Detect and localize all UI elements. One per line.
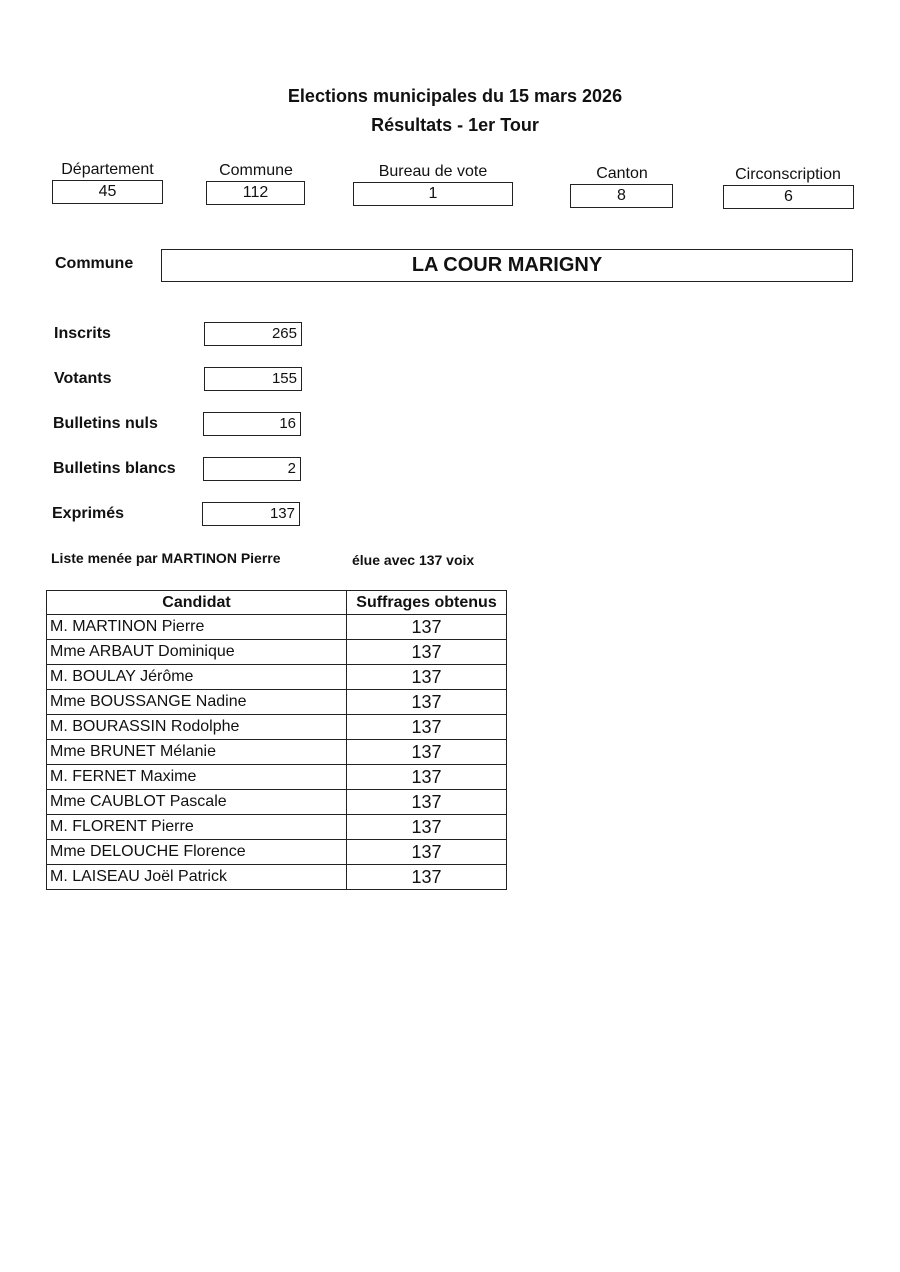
candidate-name: M. BOULAY Jérôme xyxy=(47,665,347,690)
candidate-votes: 137 xyxy=(347,840,507,865)
candidate-name: M. BOURASSIN Rodolphe xyxy=(47,715,347,740)
candidate-name: Mme ARBAUT Dominique xyxy=(47,640,347,665)
bulletins-nuls-value: 16 xyxy=(203,412,301,436)
candidate-votes: 137 xyxy=(347,790,507,815)
canton-label: Canton xyxy=(596,165,648,182)
votants-value: 155 xyxy=(204,367,302,391)
candidate-name: M. MARTINON Pierre xyxy=(47,615,347,640)
exprimes-label: Exprimés xyxy=(52,505,125,522)
candidate-votes: 137 xyxy=(347,690,507,715)
candidate-votes: 137 xyxy=(347,740,507,765)
candidate-votes: 137 xyxy=(347,815,507,840)
list-elected-text: élue avec 137 voix xyxy=(352,552,475,568)
candidate-votes: 137 xyxy=(347,640,507,665)
table-row xyxy=(47,715,507,740)
table-row xyxy=(47,615,507,640)
results-table xyxy=(46,590,507,890)
table-row xyxy=(47,640,507,665)
candidate-name: Mme BOUSSANGE Nadine xyxy=(47,690,347,715)
table-row xyxy=(47,865,507,890)
departement-label: Département xyxy=(61,161,154,178)
circonscription-label: Circonscription xyxy=(735,166,841,183)
candidat-header: Candidat xyxy=(47,591,347,615)
commune-name-value: LA COUR MARIGNY xyxy=(161,249,853,282)
candidate-votes: 137 xyxy=(347,615,507,640)
table-row xyxy=(47,840,507,865)
candidate-votes: 137 xyxy=(347,865,507,890)
commune-code-value: 112 xyxy=(206,181,305,205)
candidate-name: M. FERNET Maxime xyxy=(47,765,347,790)
table-row xyxy=(47,665,507,690)
bulletins-blancs-label: Bulletins blancs xyxy=(53,460,176,477)
candidate-votes: 137 xyxy=(347,665,507,690)
candidate-name: M. FLORENT Pierre xyxy=(47,815,347,840)
table-row xyxy=(47,790,507,815)
list-leader-text: Liste menée par MARTINON Pierre xyxy=(51,550,281,566)
candidate-name: Mme BRUNET Mélanie xyxy=(47,740,347,765)
document-title: Elections municipales du 15 mars 2026 xyxy=(287,86,623,106)
table-row xyxy=(47,690,507,715)
bureau-value: 1 xyxy=(353,182,513,206)
candidate-name: Mme DELOUCHE Florence xyxy=(47,840,347,865)
candidate-name: Mme CAUBLOT Pascale xyxy=(47,790,347,815)
candidate-name: M. LAISEAU Joël Patrick xyxy=(47,865,347,890)
table-row xyxy=(47,815,507,840)
candidate-votes: 137 xyxy=(347,715,507,740)
canton-value: 8 xyxy=(570,184,673,208)
inscrits-value: 265 xyxy=(204,322,302,346)
commune-code-label: Commune xyxy=(219,162,293,179)
votants-label: Votants xyxy=(54,370,112,387)
suffrages-header: Suffrages obtenus xyxy=(347,591,507,615)
commune-name-label: Commune xyxy=(55,255,134,272)
document-subtitle: Résultats - 1er Tour xyxy=(371,115,539,135)
table-row xyxy=(47,765,507,790)
table-row xyxy=(47,740,507,765)
circonscription-value: 6 xyxy=(723,185,854,209)
candidate-votes: 137 xyxy=(347,765,507,790)
exprimes-value: 137 xyxy=(202,502,300,526)
bulletins-nuls-label: Bulletins nuls xyxy=(53,415,158,432)
departement-value: 45 xyxy=(52,180,163,204)
bureau-label: Bureau de vote xyxy=(378,163,488,180)
table-header-row xyxy=(47,591,507,615)
inscrits-label: Inscrits xyxy=(54,325,111,342)
bulletins-blancs-value: 2 xyxy=(203,457,301,481)
